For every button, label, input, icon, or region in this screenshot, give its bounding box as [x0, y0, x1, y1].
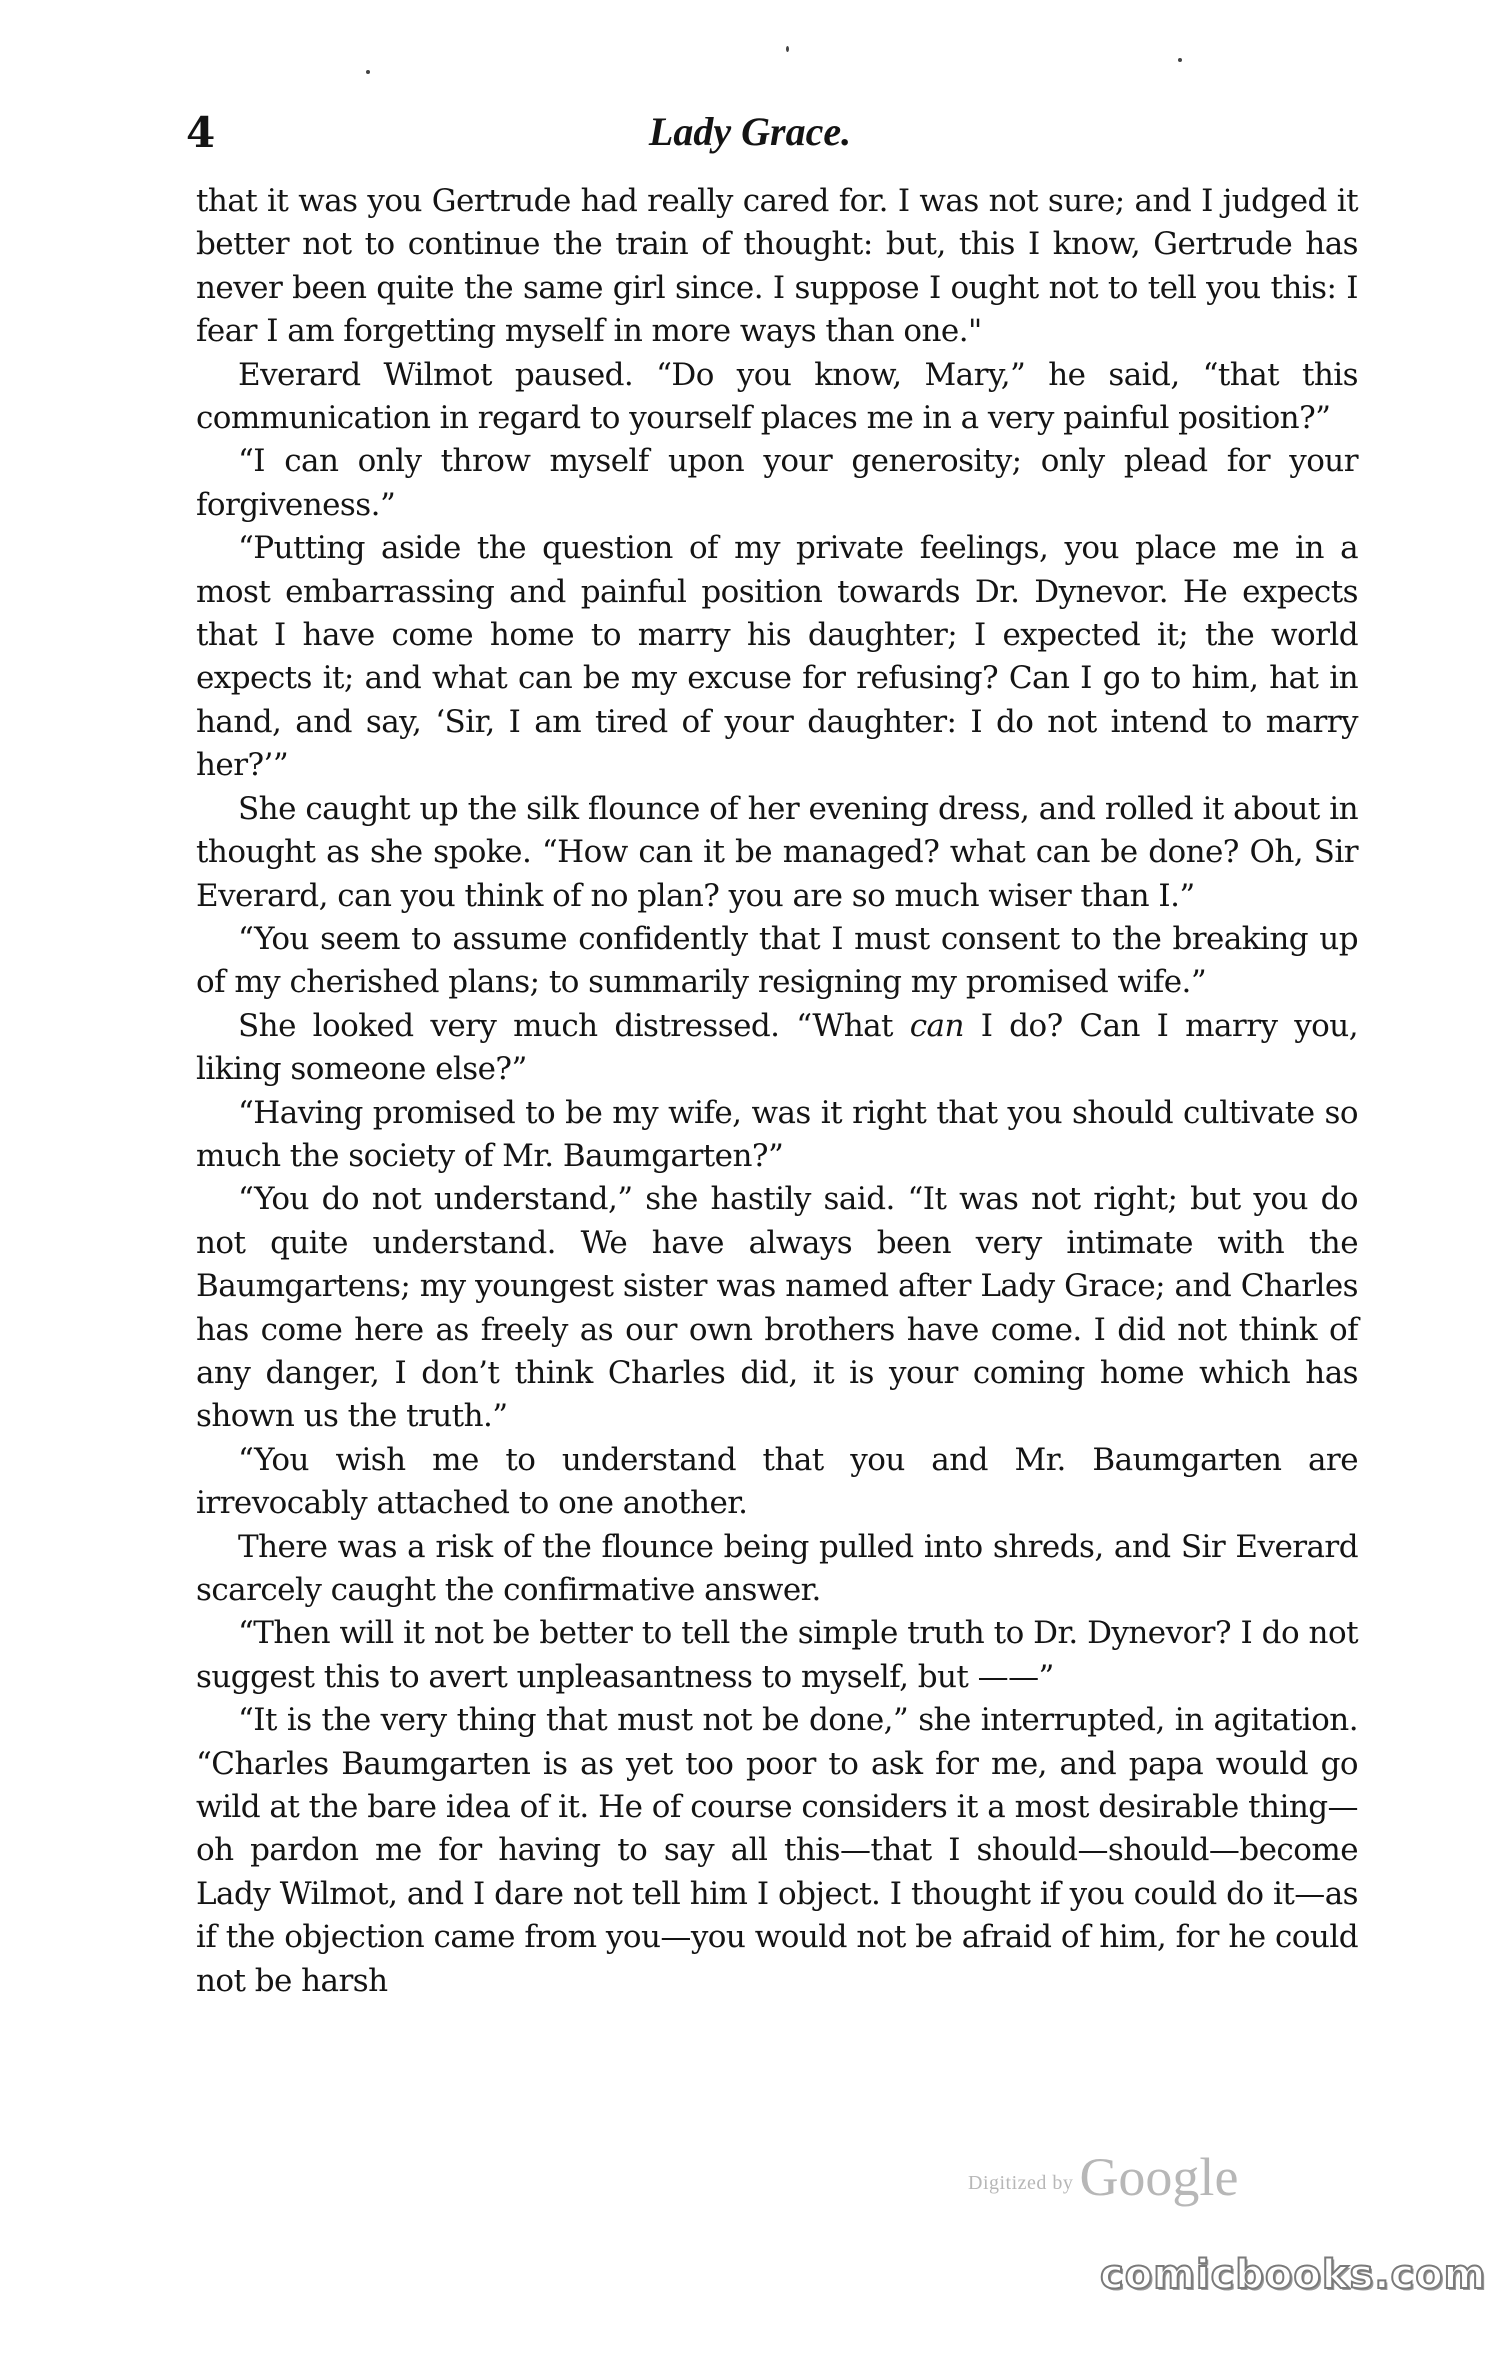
- paragraph-text: She looked very much distressed. “What: [238, 1007, 910, 1044]
- digitized-by-label: Digitized by: [968, 2172, 1074, 2194]
- running-title: Lady Grace.: [648, 109, 852, 154]
- paragraph-text: I do? Can I marry you, liking someone else?”: [196, 1007, 1358, 1088]
- paragraph: “Having promised to be my wife, was it right that you should cultivate so much the society of Mr. Baumgarten?”: [196, 1094, 1358, 1174]
- paragraph: Everard Wilmot paused. “Do you know, Mary,” he said, “that this communication in regard to yourself places me in a very painful position?”: [196, 356, 1358, 437]
- paragraph: “Putting aside the question of my private feelings, you place me in a most embarrassing and painful position towards Dr. Dynevor. He expects that I have come home to marry his daughter; I expected it; the world expects it; and what can be my excuse for refusing? Can I go to him, hat in hand, and say, ‘Sir, I am tired of your daughter: I do not intend to marry her?’”: [196, 530, 1358, 784]
- print-speck: [1178, 58, 1182, 62]
- print-speck: [786, 46, 789, 52]
- paragraph: She caught up the silk flounce of her evening dress, and rolled it about in thought as she spoke. “How can it be managed? what can be done? Oh, Sir Everard, can you think of no plan? you are so much wiser than I.”: [196, 790, 1358, 914]
- paragraph: There was a risk of the flounce being pulled into shreds, and Sir Everard scarcely caught the confirmative answer.: [196, 1528, 1358, 1608]
- emphasis-text: can: [909, 1007, 964, 1044]
- paragraph: “You seem to assume confidently that I must consent to the breaking up of my cherished plans; to summarily resigning my promised wife.”: [196, 920, 1358, 1001]
- print-speck: [366, 70, 370, 74]
- google-logo: Google: [1079, 2147, 1239, 2207]
- digitized-by-watermark: [968, 2146, 1238, 2208]
- page-number: 4: [186, 108, 216, 157]
- paragraph: “You wish me to understand that you and Mr. Baumgarten are irrevocably attached to one another.: [196, 1441, 1358, 1522]
- paragraph: “I can only throw myself upon your generosity; only plead for your forgiveness.”: [196, 443, 1358, 523]
- paragraph: that it was you Gertrude had really cared for. I was not sure; and I judged it better not to continue the train of thought: but, this I know, Gertrude has never been quite the same girl since. I suppose I ought not to tell you this: I fear I am forgetting myself in more ways than one.": [196, 183, 1358, 350]
- paragraph: [196, 1005, 1358, 1092]
- site-logo: comicbooks.com: [1100, 2252, 1487, 2298]
- paragraph: “You do not understand,” she hastily said. “It was not right; but you do not quite understand. We have always been very intimate with the Baumgartens; my youngest sister was named after Lady Grace; and Charles has come here as freely as our own brothers have come. I did not think of any danger, I don’t think Charles did, it is your coming home which has shown us the truth.”: [196, 1181, 1358, 1435]
- paragraph: “It is the very thing that must not be done,” she interrupted, in agitation. “Charles Baumgarten is as yet too poor to ask for me, and papa would go wild at the bare idea of it. He of course considers it a most desirable thing—oh pardon me for having to say all this—that I should—should—become Lady Wilmot, and I dare not tell him I object. I thought if you could do it—as if the objection came from you—you would not be afraid of him, for he could not be harsh: [196, 1702, 1358, 1999]
- paragraph: “Then will it not be better to tell the simple truth to Dr. Dynevor? I do not suggest this to avert unpleasantness to myself, but ——”: [196, 1615, 1358, 1695]
- body-text: [196, 180, 1358, 2003]
